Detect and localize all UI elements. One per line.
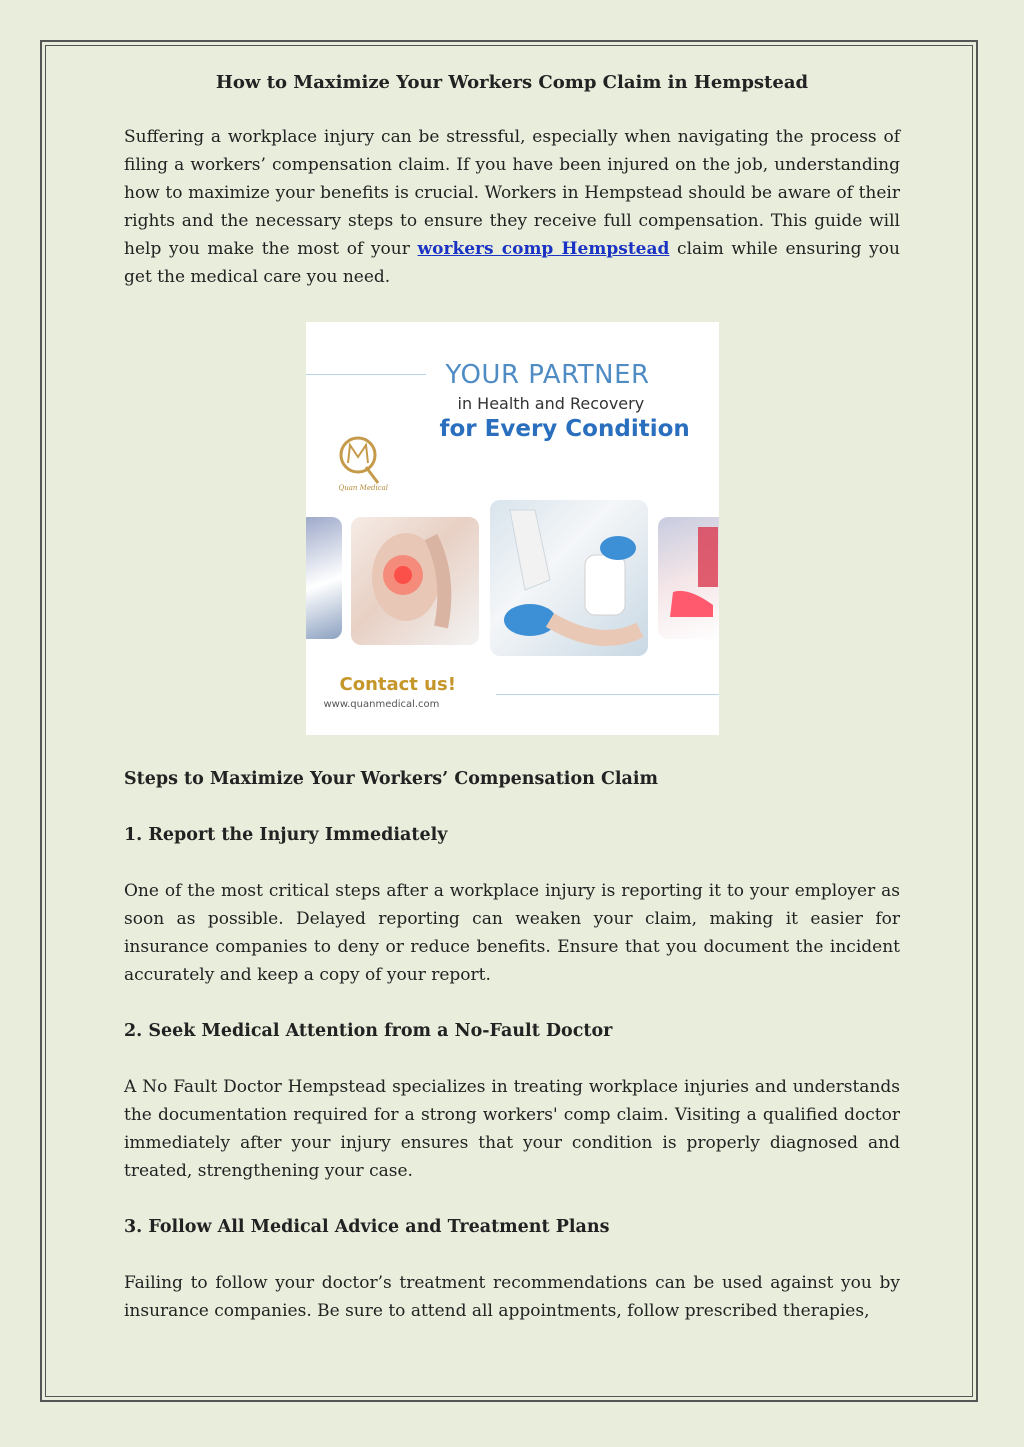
banner-photo-knee-pain — [351, 517, 479, 645]
banner-title-line1: YOUR PARTNER — [445, 360, 650, 390]
intro-paragraph — [124, 123, 900, 291]
banner-photo-left-partial — [306, 517, 342, 639]
logo-caption: Quan Medical — [338, 484, 389, 492]
step-3-heading: 3. Follow All Medical Advice and Treatment Plans — [124, 1217, 610, 1237]
step-2-heading: 2. Seek Medical Attention from a No-Fault Doctor — [124, 1021, 613, 1041]
intro-text-after-link: claim while ensuring you get the medical care you need. — [124, 239, 900, 287]
foot-bandage-illustration — [490, 500, 648, 656]
step-3-text: Failing to follow your doctor’s treatment recommendations can be used against you by insurance companies. Be sure to attend all appointments, follow prescribed therapies, — [124, 1273, 900, 1321]
banner-title-line3: for Every Condition — [439, 416, 690, 442]
banner-url: www.quanmedical.com — [323, 699, 440, 710]
banner-title-line2: in Health and Recovery — [457, 394, 645, 413]
banner-photo-foot-bandage — [490, 500, 648, 656]
intro-text-before-link: Suffering a workplace injury can be stressful, especially when navigating the process of filing a workers’ compensation claim. If you have been injured on the job, understanding how to maximize your benefits is crucial. Workers in Hempstead should be aware of their rights and the necessary steps to ensure they receive full compensation. This guide will help you make the most of your — [124, 127, 900, 259]
banner-divider-top — [306, 374, 426, 375]
workers-comp-link[interactable]: workers comp Hempstead — [417, 239, 670, 259]
sneaker-illustration — [658, 517, 719, 639]
knee-pain-illustration — [351, 517, 479, 645]
banner-divider-bottom — [496, 694, 719, 695]
banner-contact-text: Contact us! — [339, 674, 456, 695]
section-heading: Steps to Maximize Your Workers’ Compensation Claim — [124, 769, 659, 789]
document-body — [124, 70, 900, 1325]
step-1-heading: 1. Report the Injury Immediately — [124, 825, 448, 845]
document-title: How to Maximize Your Workers Comp Claim in Hempstead — [215, 72, 809, 93]
step-2-text: A No Fault Doctor Hempstead specializes in treating workplace injuries and understands the documentation required for a strong workers' comp claim. Visiting a qualified doctor immediately after your injury ensures that your condition is properly diagnosed and treated, strengthening your case. — [124, 1077, 900, 1181]
promo-banner-image — [306, 322, 719, 735]
step-1-text: One of the most critical steps after a workplace injury is reporting it to your employer as soon as possible. Delayed reporting can weaken your claim, making it easier for insurance companies to deny or reduce benefits. Ensure that you document the incident accurately and keep a copy of your report. — [124, 881, 900, 985]
banner-photo-right-partial — [658, 517, 719, 639]
